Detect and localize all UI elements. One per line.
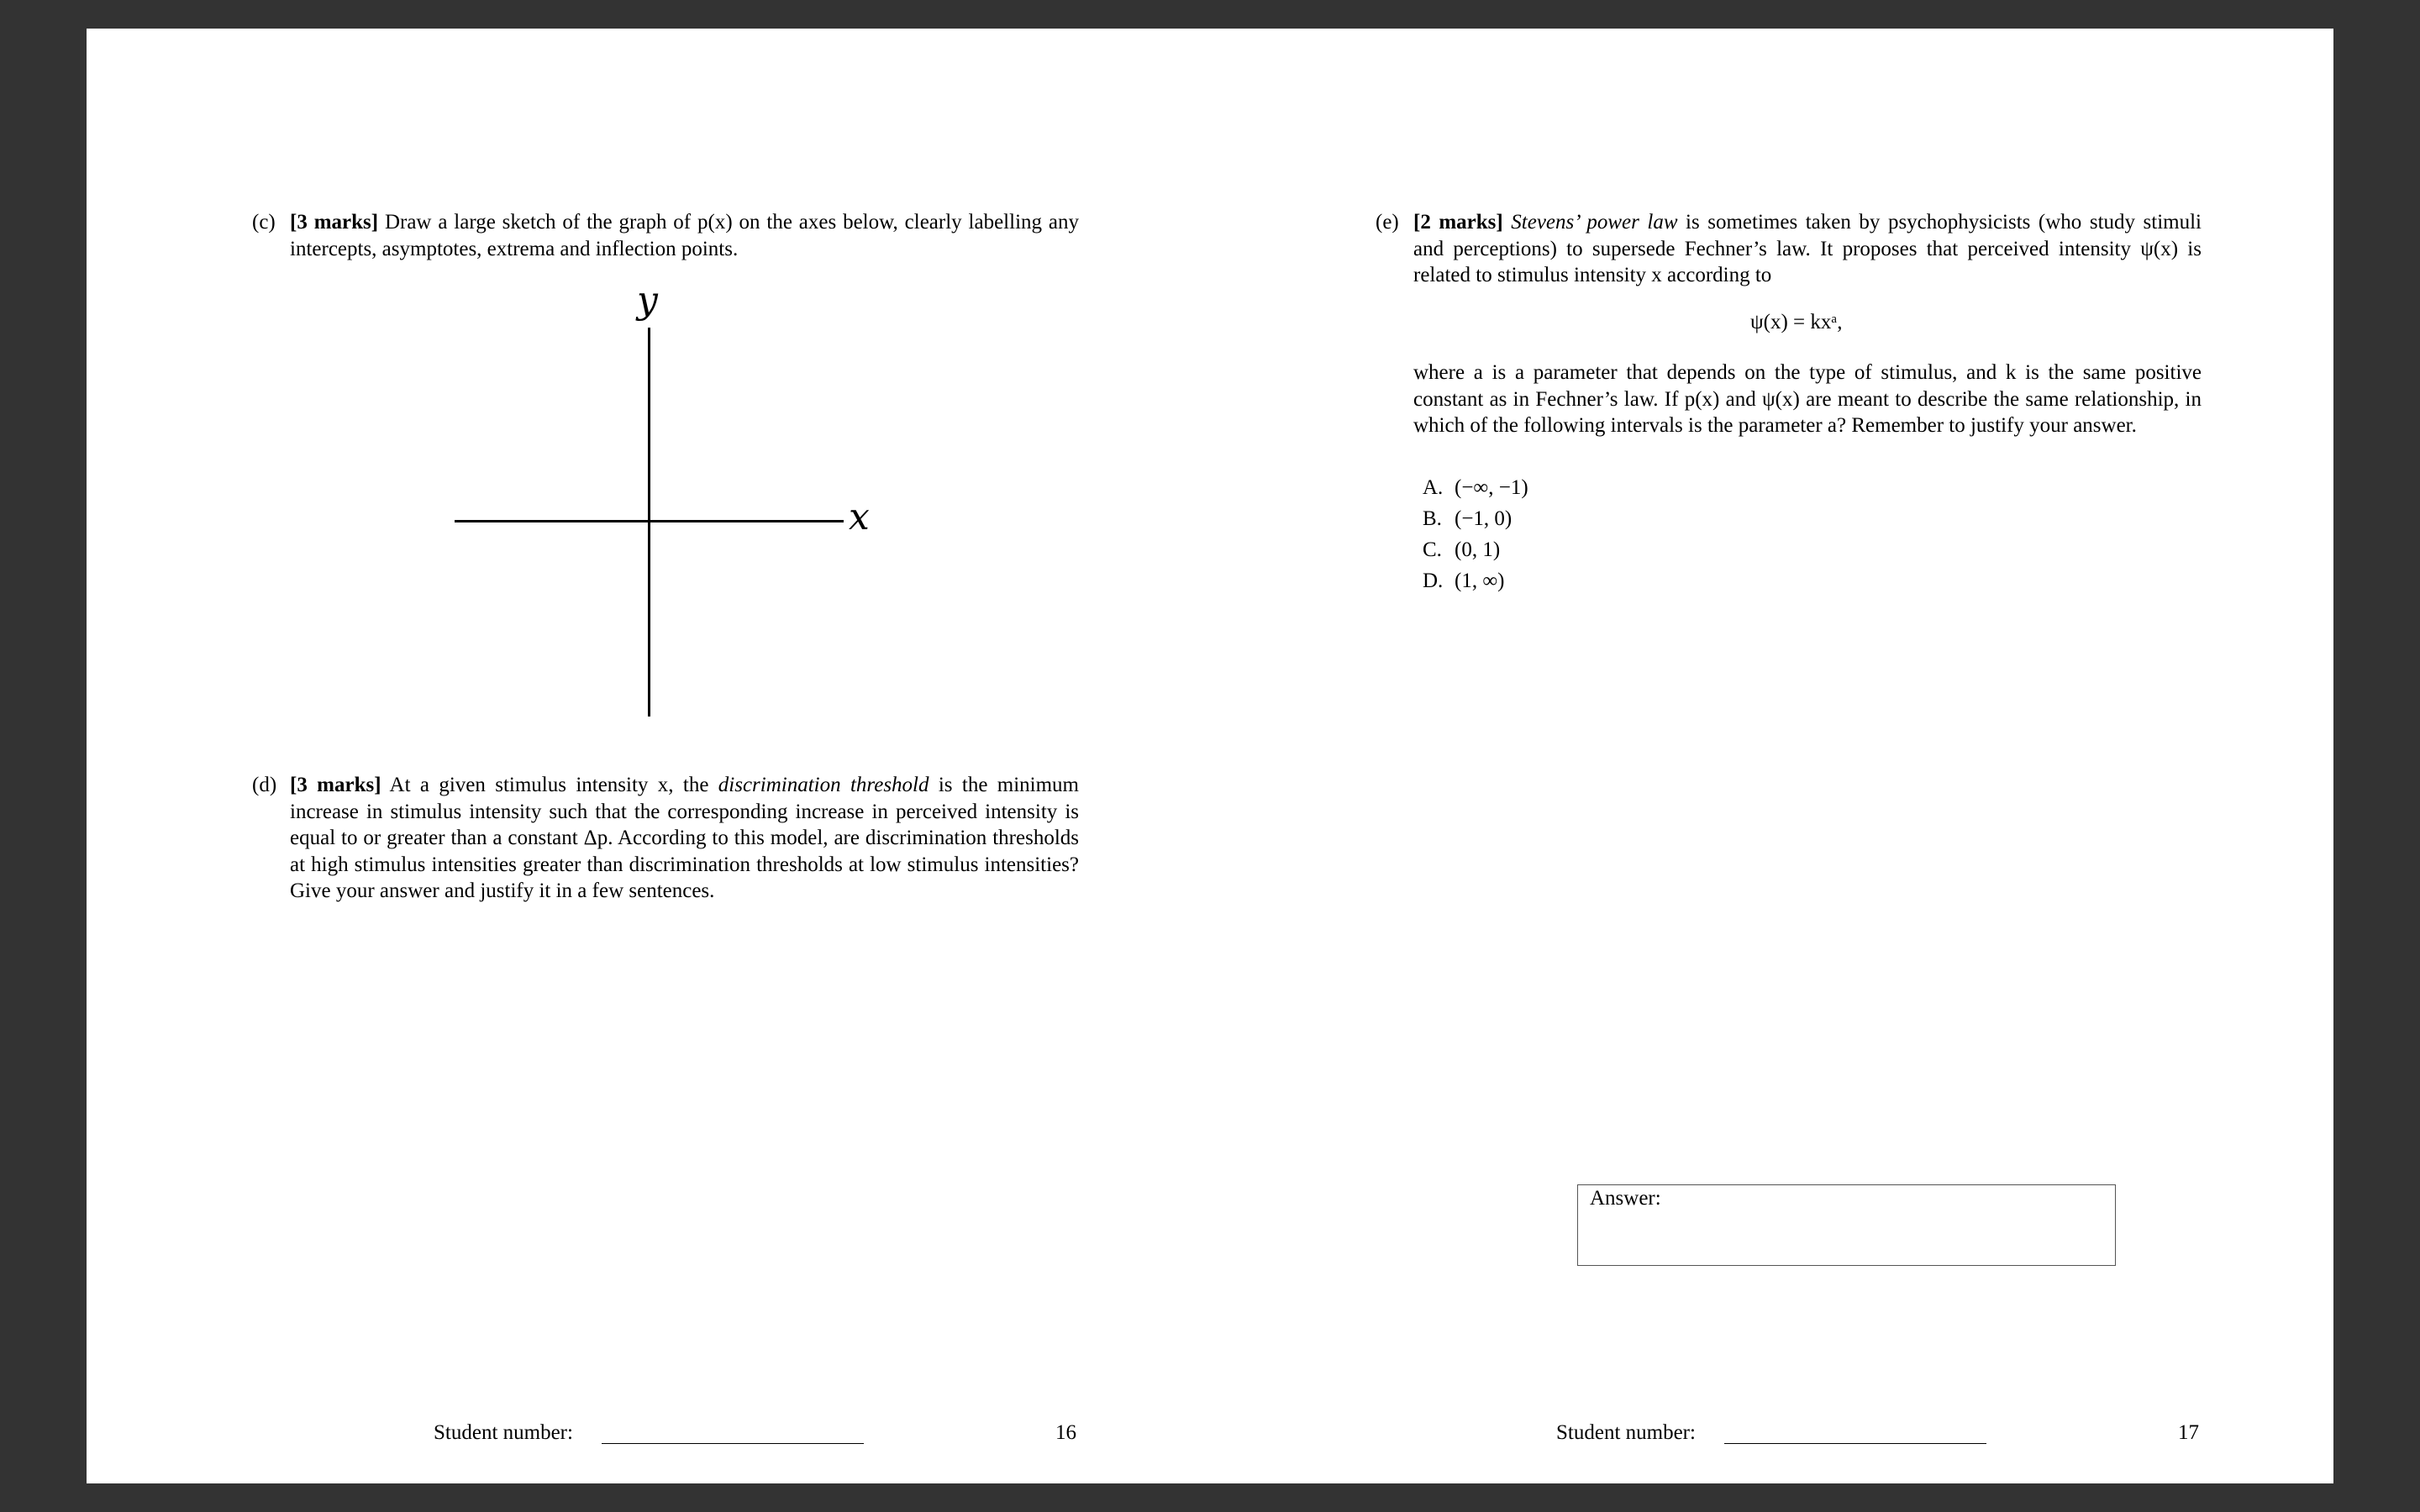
question-d-label: (d) [252, 774, 277, 796]
choice-b: B. (−1, 0) [1423, 507, 1512, 530]
student-number-field-right[interactable] [1724, 1443, 1986, 1444]
x-axis-label: x [849, 496, 870, 538]
answer-label: Answer: [1590, 1187, 1661, 1210]
question-d-text-2: is the minimum increase in stimulus intensity such that the corresponding increase in perceived intensity is equal to or greater than a constant Δp. According to this model, are discrimination thresholds at high stimulus intensities greater than discrimination thresholds at low stimulus intensities? Give your answer and justify it in a few sentences. [290, 774, 1079, 902]
question-e-label: (e) [1376, 211, 1399, 234]
question-c-marks: [3 marks] [290, 211, 379, 234]
choice-a: A. (−∞, −1) [1423, 476, 1528, 499]
answer-box[interactable] [1577, 1184, 2116, 1266]
question-e-continued [1413, 360, 2202, 439]
question-e [1376, 209, 2202, 289]
question-d-term: discrimination threshold [718, 774, 929, 796]
page-number-right: 17 [2178, 1421, 2199, 1444]
answer-choices [1423, 472, 1528, 596]
x-axis-line [455, 520, 844, 522]
student-number-label-right: Student number: [1556, 1421, 1696, 1444]
question-e-term: Stevens’ power law [1511, 211, 1678, 234]
choice-c: C. (0, 1) [1423, 538, 1501, 561]
stevens-formula: ψ(x) = kxᵃ, [1750, 311, 1843, 333]
y-axis-label: y [637, 279, 658, 322]
student-number-label-left: Student number: [434, 1421, 573, 1444]
y-axis-line [648, 328, 650, 717]
question-c-label: (c) [252, 211, 276, 234]
choice-d: D. (1, ∞) [1423, 570, 1505, 592]
question-d-text-1: At a given stimulus intensity x, the [381, 774, 718, 796]
page-number-left: 16 [1055, 1421, 1076, 1444]
question-d-marks: [3 marks] [290, 774, 381, 796]
student-number-field-left[interactable] [602, 1443, 864, 1444]
question-e-marks: [2 marks] [1413, 211, 1503, 234]
question-e-text-1: is sometimes taken by psychophysicists (who study stimuli and perceptions) to supersede Fechner’s law. It proposes that perceived intensity ψ(x) is related to stimulus intensity x according to [1413, 211, 2202, 286]
question-e-text-2: where a is a parameter that depends on the type of stimulus, and k is the same positive constant as in Fechner’s law. If p(x) and ψ(x) are meant to describe the same relationship, in which of the following intervals is the parameter a? Remember to justify your answer. [1413, 361, 2202, 437]
question-d [252, 772, 1079, 905]
question-c [252, 209, 1079, 262]
question-c-text: Draw a large sketch of the graph of p(x) on the axes below, clearly labelling any intercepts, asymptotes, extrema and inflection points. [290, 211, 1079, 260]
